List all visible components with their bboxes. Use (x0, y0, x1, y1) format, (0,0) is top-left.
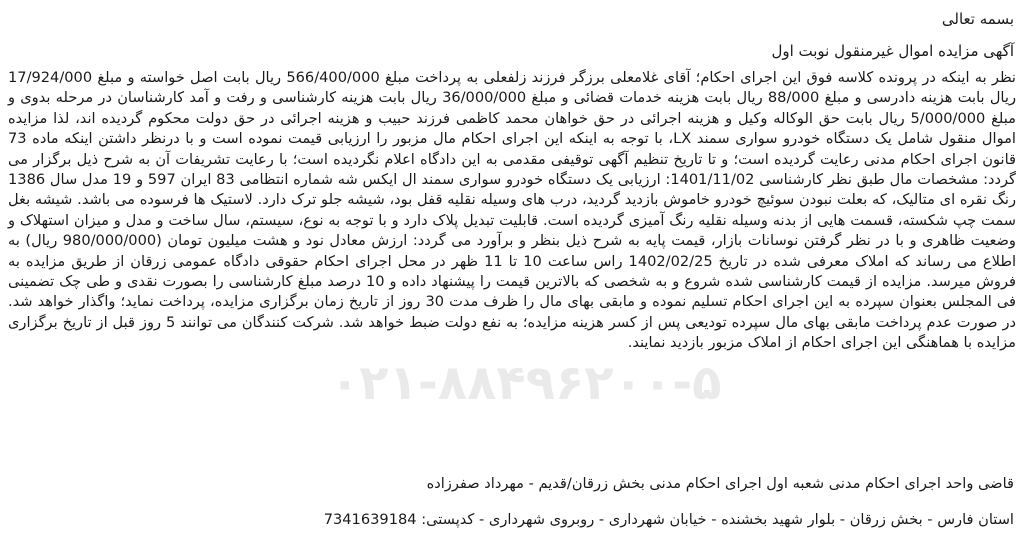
judge-signature-line: قاضی واحد اجرای احکام مدنی شعبه اول اجرای احکام مدنی بخش زرقان/قدیم - مهرداد صفرزاده (426, 475, 1014, 492)
phone-watermark: ۰۲۱-۸۸۴۹۶۲۰۰-۵ (330, 355, 722, 411)
address-line: استان فارس - بخش زرقان - بلوار شهید بخشنده - خیابان شهرداری - روبروی شهرداری - کدپستی: 7341639184 (323, 511, 1014, 528)
document-title: آگهی مزایده اموال غیرمنقول نوبت اول (771, 42, 1014, 60)
notice-body: نظر به اینکه در پرونده کلاسه فوق این اجرای احکام؛ آقای غلامعلی برزگر فرزند زلفعلی به پرداخت مبلغ 566/400/000 ریال بابت اصل خواسته و مبلغ 17/924/000 ریال بابت هزینه دادرسی و مبلغ 88/000 ریال بابت هزینه خدمات قضائی و مبلغ 36/000/000 ریال بابت هزینه کارشناسی و رفت و آمد کارشناسان در مرحله بدوی و مبلغ 5/000/000 ریال بابت حق الوکاله وکیل و هزینه اجرائی در حق خواهان محمد کاظمی فرزند حبیب و هزینه اجرائی در حق دولت محکوم گردیده اند، لذا مزایده اموال منقول شامل یک دستگاه خودرو سواری سمند LX، با توجه به اینکه این اجرای احکام مال مزبور را ارزیابی قیمت نموده است و با درنظر داشتن اینکه ماده 73 قانون اجرای احکام مدنی رعایت گردیده است؛ و تا تاریخ تنظیم آگهی توقیفی مقدمی به این دادگاه اعلام نگردیده است؛ با رعایت تشریفات آن به شرح ذیل برگزار می گردد: مشخصات مال طبق نظر کارشناسی 1401/11/02: ارزیابی یک دستگاه خودرو سواری سمند ال ایکس شه شماره انتظامی 83 ایران 597 و 19 مدل سال 1386 رنگ نقره ای متالیک، که بعلت نبودن سوئیچ خودرو خاموش بازدید گردید، درب های وسیله نقلیه قفل بود، شیشه جلو ترک دارد. لاستیک ها فرسوده می باشد. شیشه بغل سمت چپ شکسته، قسمت هایی از بدنه وسیله نقلیه رنگ آمیزی گردیده است. قابلیت تبدیل پلاک دارد و با توجه به نوع، سیستم، سال ساخت و مدل و میزان استهلاک و وضعیت ظاهری و با در نظر گرفتن نوسانات بازار، قیمت پایه به شرح ذیل بنظر و برآورد می گردد: ارزش معادل نود و هشت میلیون تومان (980/000/000 ریال) به اطلاع می رساند که املاک معرفی شده در تاریخ 1402/02/25 راس ساعت 10 تا 11 ظهر در محل اجرای احکام حقوقی دادگاه عمومی زرقان از طریق مزایده به فروش میرسد. مزایده از قیمت کارشناسی شده شروع و به شخصی که بالاترین قیمت را پیشنهاد داده و 10 درصد مبلغ کارشناسی را بصورت نقدی و طی چک تضمینی فی المجلس بعنوان سپرده به این اجرای احکام تسلیم نموده و مابقی بهای مال را ظرف مدت 30 روز از تاریخ زمان برگزاری مزایده، پرداخت نماید؛ واگذار خواهد شد. در صورت عدم پرداخت مابقی بهای مال سپرده تودیعی پس از کسر هزینه مزایده؛ به نفع دولت ضبط خواهد شد. شرکت کنندگان می توانند 5 روز قبل از تاریخ برگزاری مزایده با هماهنگی این اجرای احکام از املاک مزبور بازدید نمایند. (8, 69, 1017, 352)
document-heading: بسمه تعالی (941, 10, 1014, 28)
